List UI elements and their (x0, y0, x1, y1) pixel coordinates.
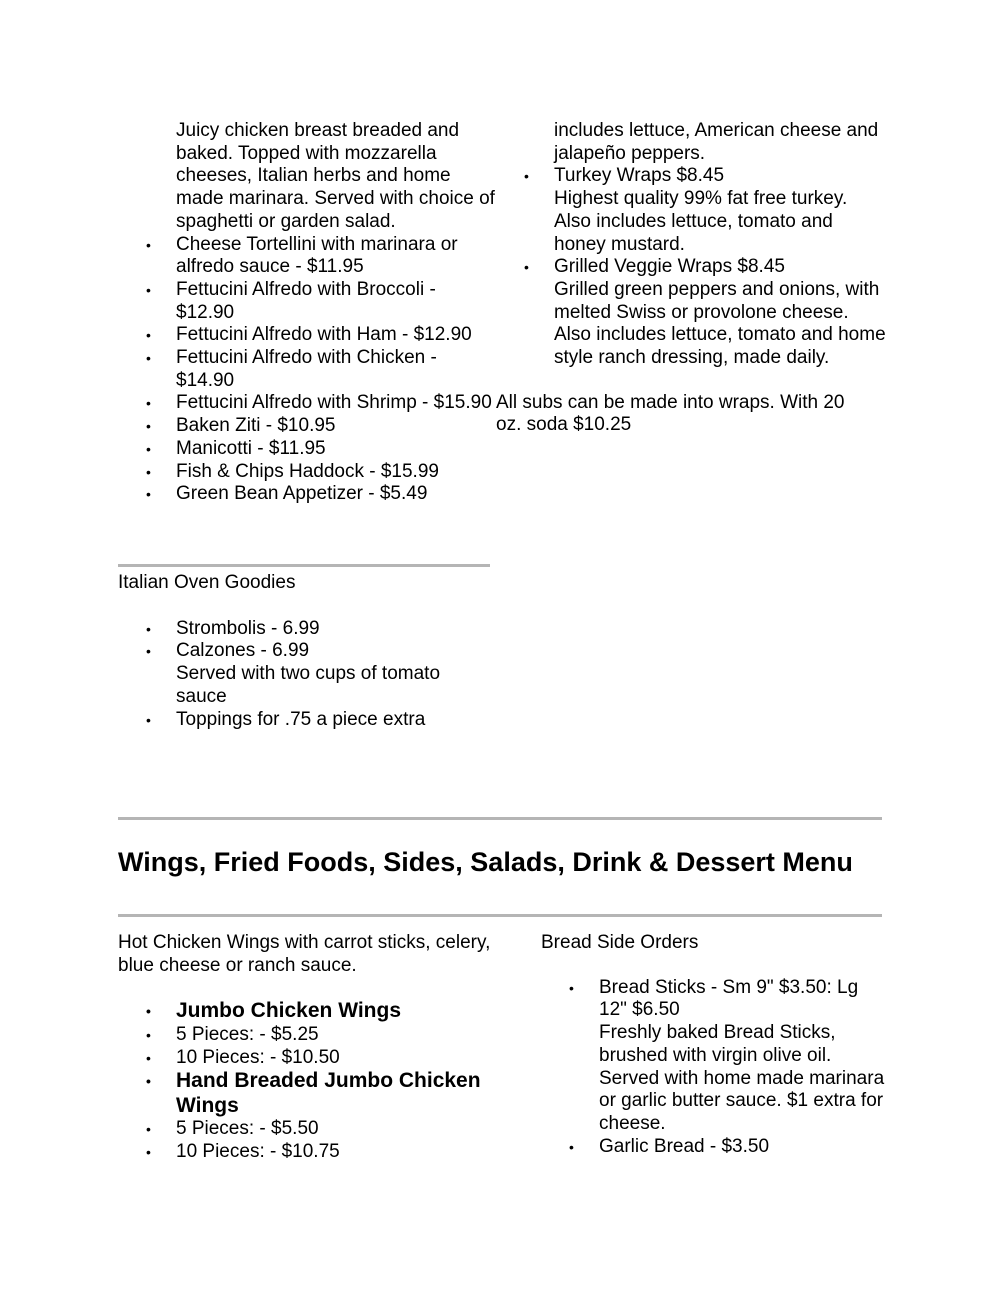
item-label: Hand Breaded Jumbo Chicken Wings (176, 1069, 481, 1117)
item-label: • Calzones - 6.99 (176, 640, 310, 662)
list-item (496, 165, 888, 256)
item-label: 10 Pieces: - $10.75 (176, 1141, 340, 1163)
list-item (118, 1047, 518, 1070)
item-label: • Bread Sticks - Sm 9" $3.50: Lg 12" $6.50 (599, 976, 859, 1021)
item-label: Fettucini Alfredo with Chicken - $14.90 (176, 347, 437, 391)
list-item (118, 483, 498, 506)
list-item (118, 999, 518, 1024)
item-label: Green Bean Appetizer - $5.49 (176, 483, 428, 505)
item-label: Fettucini Alfredo with Broccoli - $12.90 (176, 278, 436, 323)
list-item (118, 438, 498, 461)
item-label: • Turkey Wraps $8.45 (554, 165, 725, 187)
list-item (118, 709, 498, 732)
list-item-description (496, 120, 888, 165)
section-divider-bottom (118, 914, 882, 917)
item-label: Toppings for .75 a piece extra (176, 708, 426, 730)
section-divider-top (118, 817, 882, 820)
wraps-note: All subs can be made into wraps. With 20 oz. soda $10.25 (496, 391, 845, 436)
bread-section (541, 932, 885, 1158)
item-label: Fettucini Alfredo with Ham - $12.90 (176, 324, 472, 346)
item-description: Highest quality 99% fat free turkey. Also includes lettuce, tomato and honey mustard. (554, 188, 848, 255)
item-label: 5 Pieces: - $5.50 (176, 1118, 319, 1140)
item-description: Served with two cups of tomato sauce (176, 663, 441, 707)
section-title: Bread Side Orders (541, 932, 699, 953)
list-item (118, 618, 498, 641)
list-item (118, 279, 498, 324)
item-description: Juicy chicken breast breaded and baked. Topped with mozzarella cheeses, Italian herbs and home made marinara. Served with choice of spaghetti or garden salad. (176, 120, 495, 232)
wings-intro: Hot Chicken Wings with carrot sticks, celery, blue cheese or ranch sauce. (118, 932, 491, 976)
list-item (118, 324, 498, 347)
list-item (118, 234, 498, 279)
item-label: Baken Ziti - $10.95 (176, 415, 336, 437)
item-description: Freshly baked Bread Sticks, brushed with virgin olive oil. Served with home made marinara or garlic butter sauce. $1 extra for cheese. (599, 1022, 885, 1134)
list-item (541, 1136, 885, 1159)
item-label: Jumbo Chicken Wings (176, 999, 402, 1023)
oven-section (118, 572, 498, 731)
list-item (118, 415, 498, 438)
item-label: • Grilled Veggie Wraps $8.45 (554, 256, 785, 278)
list-item (118, 392, 498, 415)
list-item (118, 461, 498, 484)
section-title: Italian Oven Goodies (118, 572, 296, 593)
list-item (118, 347, 498, 392)
item-label: 5 Pieces: - $5.25 (176, 1023, 319, 1045)
wraps-list (496, 120, 888, 437)
list-item (118, 1069, 496, 1118)
list-item (541, 977, 885, 1136)
item-label: Fettucini Alfredo with Shrimp - $15.90 (176, 392, 492, 414)
list-item-description (118, 120, 498, 234)
section-heading: Wings, Fried Foods, Sides, Salads, Drink & Dessert Menu (118, 847, 853, 877)
list-item (118, 640, 498, 708)
item-description: includes lettuce, American cheese and jalapeño peppers. (554, 120, 879, 164)
column-divider (118, 564, 490, 567)
item-label: Cheese Tortellini with marinara or alfredo sauce - $11.95 (176, 233, 458, 278)
item-label: Strombolis - 6.99 (176, 617, 320, 639)
item-description: Grilled green peppers and onions, with melted Swiss or provolone cheese. Also includes lettuce, tomato and home style ranch dressing, made daily. (554, 278, 886, 369)
item-label: Fish & Chips Haddock - $15.99 (176, 460, 439, 482)
wings-section (118, 932, 518, 1164)
item-label: Garlic Bread - $3.50 (599, 1135, 770, 1157)
list-item (496, 256, 888, 370)
list-item (118, 1024, 518, 1047)
list-item (118, 1118, 518, 1141)
list-item (118, 1141, 518, 1164)
item-label: Manicotti - $11.95 (176, 437, 326, 459)
pasta-list (118, 120, 498, 506)
item-label: 10 Pieces: - $10.50 (176, 1046, 340, 1068)
